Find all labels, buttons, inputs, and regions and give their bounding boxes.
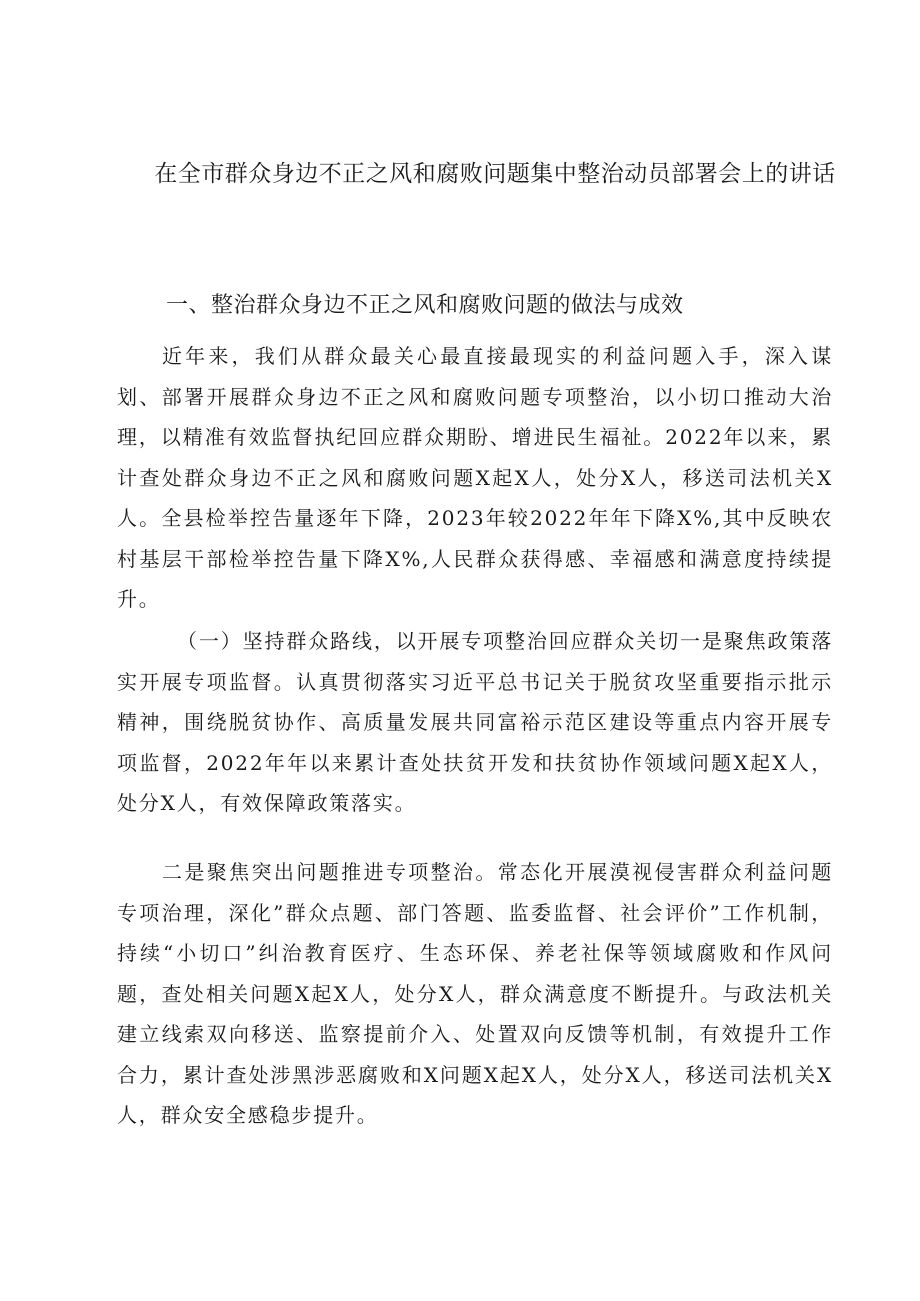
document-title: 在全市群众身边不正之风和腐败问题集中整治动员部署会上的讲话 [154, 161, 836, 187]
paragraph-subsection-one: （一）坚持群众路线，以开展专项整治回应群众关切一是聚焦政策落实开展专项监督。认真贯彻落实习近平总书记关于脱贫攻坚重要指示批示精神，围绕脱贫协作、高质量发展共同富裕示范区建设等重点内容开展专项监督，2022年年以来累计查处扶贫开发和扶贫协作领域问题X起X人，处分X人，有效保障政策落实。 [117, 629, 833, 815]
paragraph-point-two: 二是聚焦突出问题推进专项整治。常态化开展漠视侵害群众利益问题专项治理，深化”群众点题、部门答题、监委监督、社会评价”工作机制，持续“小切口”纠治教育医疗、生态环保、养老社保等领域腐败和作风问题，查处相关问题X起X人，处分X人，群众满意度不断提升。与政法机关建立线索双向移送、监察提前介入、处置双向反馈等机制，有效提升工作合力，累计查处涉黑涉恶腐败和X问题X起X人，处分X人，移送司法机关X人，群众安全感稳步提升。 [117, 860, 833, 1127]
paragraph-intro: 近年来，我们从群众最关心最直接最现实的利益问题入手，深入谋划、部署开展群众身边不正之风和腐败问题专项整治，以小切口推动大治理，以精准有效监督执纪回应群众期盼、增进民生福祉。2022年以来，累计查处群众身边不正之风和腐败问题X起X人，处分X人，移送司法机关X人。全县检举控告量逐年下降，2023年较2022年年下降X%,其中反映农村基层干部检举控告量下降X%,人民群众获得感、幸福感和满意度持续提升。 [117, 344, 833, 611]
section-heading: 一、整治群众身边不正之风和腐败问题的做法与成效 [166, 293, 684, 318]
